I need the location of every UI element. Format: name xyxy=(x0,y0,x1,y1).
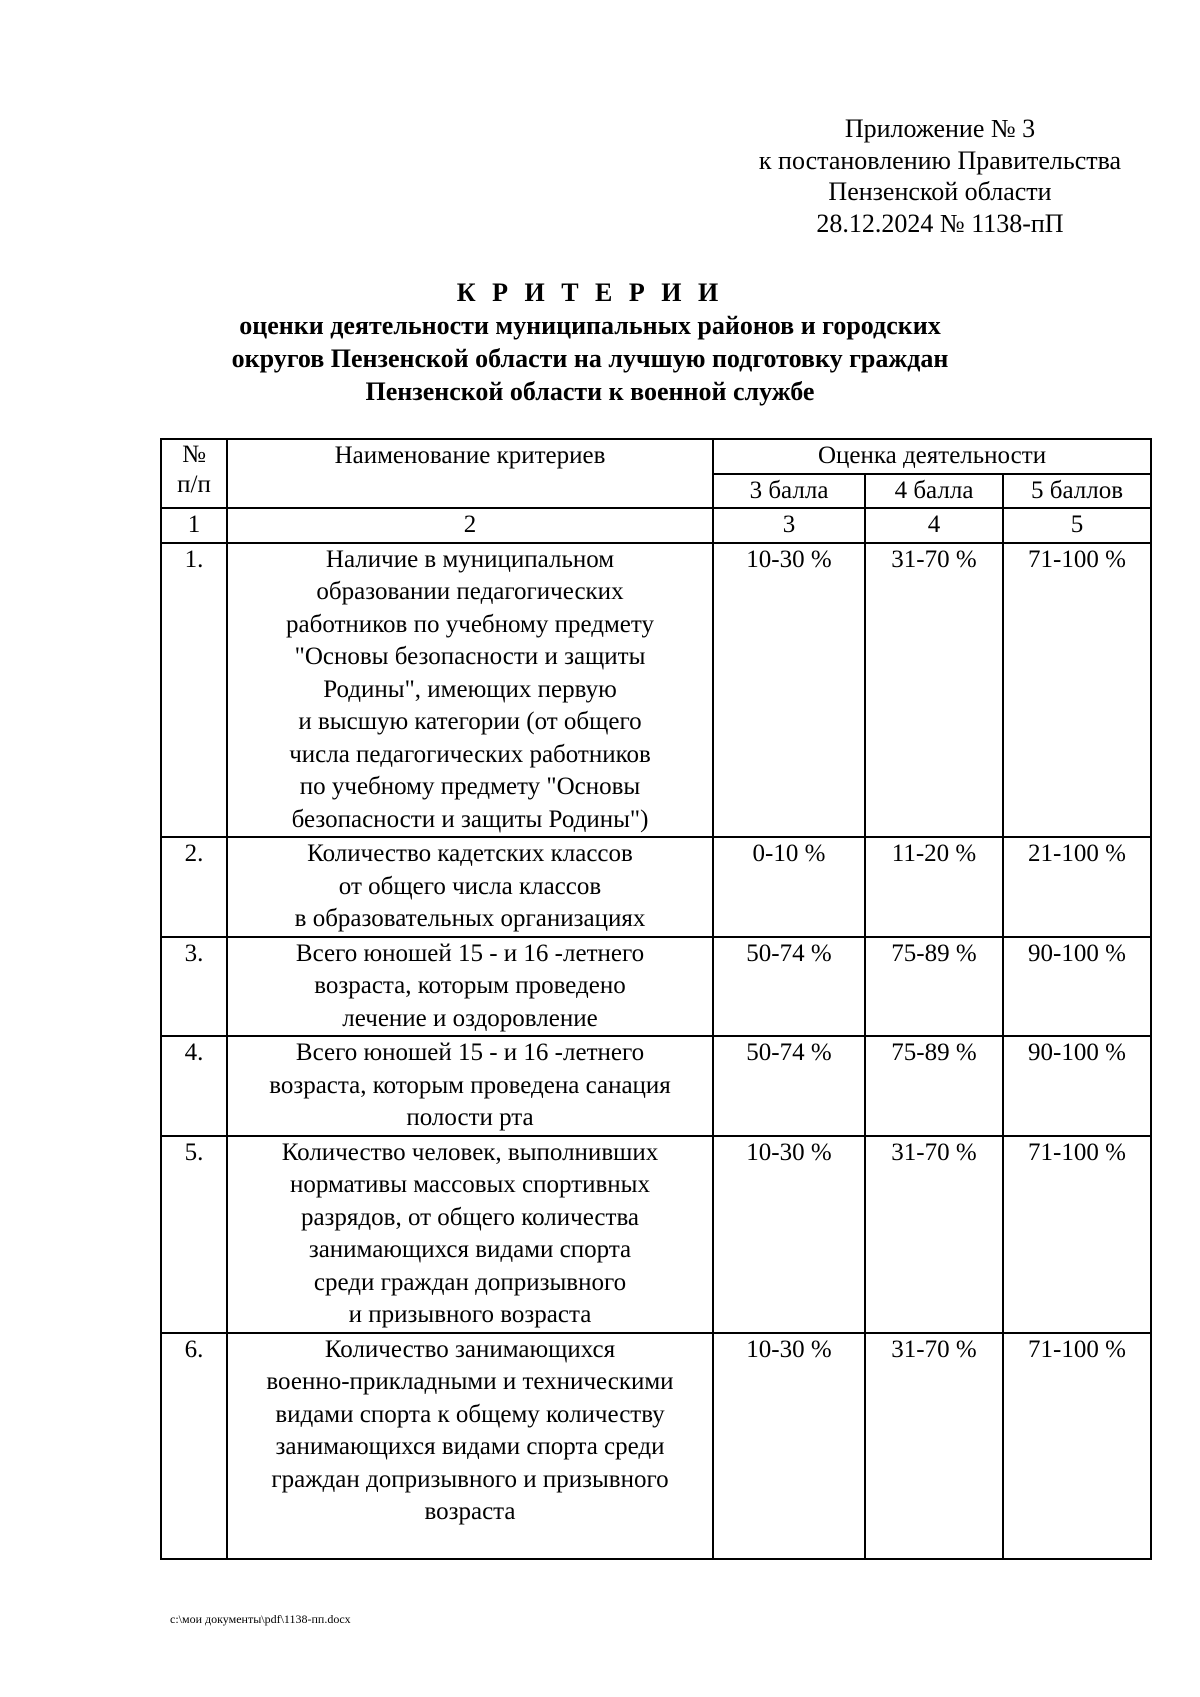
score5-value: 71-100 % xyxy=(1003,1136,1151,1333)
table-row xyxy=(161,1036,1151,1136)
score5-value: 71-100 % xyxy=(1003,1333,1151,1559)
header-score3: 3 балла xyxy=(713,474,865,509)
header-evaluation-cell: Оценка деятельности xyxy=(713,439,1151,474)
criterion-line: видами спорта к общему количеству xyxy=(275,1400,665,1428)
criterion-line: разрядов, от общего количества xyxy=(300,1203,640,1231)
criterion-line: и призывного возраста xyxy=(348,1301,592,1328)
criterion-line: по учебному предмету "Основы xyxy=(299,773,641,800)
document-title xyxy=(160,276,1020,408)
score4-value: 75-89 % xyxy=(865,1036,1003,1136)
column-number: 3 xyxy=(713,508,865,543)
table-row xyxy=(161,543,1151,838)
header-num-abbr: п/п xyxy=(177,471,211,498)
score3-value: 10-30 % xyxy=(713,1136,865,1333)
criterion-line: полости рта xyxy=(406,1104,534,1131)
criterion-line: Количество человек, выполнивших xyxy=(281,1138,659,1166)
header-score4: 4 балла xyxy=(865,474,1003,509)
criterion-line: от общего числа классов xyxy=(338,872,602,900)
criterion-line: занимающихся видами спорта xyxy=(308,1236,632,1263)
table-row xyxy=(161,1136,1151,1333)
criterion-line: Всего юношей 15 - и 16 -летнего xyxy=(295,939,645,967)
row-number: 1. xyxy=(161,543,227,838)
criterion-line: Наличие в муниципальном xyxy=(325,545,615,573)
criterion-name xyxy=(227,937,713,1037)
score3-value: 10-30 % xyxy=(713,543,865,838)
criterion-line: возраста, которым проведено xyxy=(314,972,626,999)
title-line: Пензенской области к военной службе xyxy=(365,377,815,406)
appendix-line: к постановлению Правительства xyxy=(758,145,1122,175)
table-row xyxy=(161,937,1151,1037)
criterion-name xyxy=(227,1036,713,1136)
criterion-line: и высшую категории (от общего xyxy=(298,708,642,735)
title-line: оценки деятельности муниципальных районов и городских xyxy=(239,311,941,340)
criterion-name xyxy=(227,1333,713,1559)
criterion-line: в образовательных организациях xyxy=(294,905,646,932)
criterion-line: нормативы массовых спортивных xyxy=(290,1171,650,1198)
score3-value: 10-30 % xyxy=(713,1333,865,1559)
criterion-line: среди граждан допризывного xyxy=(313,1268,627,1296)
title-line: округов Пензенской области на лучшую подготовку граждан xyxy=(231,344,949,373)
column-number: 1 xyxy=(161,508,227,543)
score5-value: 21-100 % xyxy=(1003,837,1151,937)
appendix-line: 28.12.2024 № 1138-пП xyxy=(816,208,1064,238)
criterion-line: "Основы безопасности и защиты xyxy=(294,643,646,670)
criterion-line: Всего юношей 15 - и 16 -летнего xyxy=(295,1039,645,1066)
score4-value: 31-70 % xyxy=(865,1136,1003,1333)
table-row xyxy=(161,1333,1151,1559)
header-num-symbol: № xyxy=(182,441,206,468)
score4-value: 31-70 % xyxy=(865,543,1003,838)
row-number: 2. xyxy=(161,837,227,937)
column-number: 2 xyxy=(227,508,713,543)
criteria-table xyxy=(160,438,1152,1560)
score5-value: 90-100 % xyxy=(1003,937,1151,1037)
criterion-line: лечение и оздоровление xyxy=(342,1004,598,1032)
criterion-line: безопасности и защиты Родины") xyxy=(291,805,649,833)
appendix-line: Пензенской области xyxy=(828,177,1052,206)
row-number: 4. xyxy=(161,1036,227,1136)
criterion-line: возраста, которым проведена санация xyxy=(269,1071,671,1099)
row-number: 3. xyxy=(161,937,227,1037)
header-num-cell xyxy=(161,439,227,508)
criterion-line: работников по учебному предмету xyxy=(286,610,654,638)
column-number: 5 xyxy=(1003,508,1151,543)
score4-value: 75-89 % xyxy=(865,937,1003,1037)
column-number: 4 xyxy=(865,508,1003,543)
criterion-line: граждан допризывного и призывного xyxy=(271,1465,669,1493)
criterion-line: возраста xyxy=(424,1498,516,1525)
criterion-line: Количество кадетских классов xyxy=(307,840,633,867)
score3-value: 50-74 % xyxy=(713,937,865,1037)
criteria-table-body xyxy=(161,439,1151,1559)
file-path-footer: c:\мои документы\pdf\1138-пп.docx xyxy=(170,1612,351,1626)
criterion-line: занимающихся видами спорта среди xyxy=(275,1433,665,1460)
criterion-name xyxy=(227,1136,713,1333)
row-number: 5. xyxy=(161,1136,227,1333)
criterion-line: военно-прикладными и техническими xyxy=(266,1368,674,1395)
row-number: 6. xyxy=(161,1333,227,1559)
criterion-line: числа педагогических работников xyxy=(289,740,651,768)
table-row xyxy=(161,837,1151,937)
header-row xyxy=(161,439,1151,474)
score4-value: 31-70 % xyxy=(865,1333,1003,1559)
score4-value: 11-20 % xyxy=(865,837,1003,937)
score3-value: 50-74 % xyxy=(713,1036,865,1136)
column-number-row xyxy=(161,508,1151,543)
appendix-line: Приложение № 3 xyxy=(844,114,1036,143)
appendix-block xyxy=(720,113,1160,239)
criterion-name xyxy=(227,543,713,838)
header-name-cell: Наименование критериев xyxy=(227,439,713,508)
criterion-name xyxy=(227,837,713,937)
score5-value: 71-100 % xyxy=(1003,543,1151,838)
score5-value: 90-100 % xyxy=(1003,1036,1151,1136)
criterion-line: образовании педагогических xyxy=(316,578,624,605)
criterion-line: Количество занимающихся xyxy=(324,1335,616,1363)
criterion-line: Родины", имеющих первую xyxy=(323,675,617,703)
title-heading: К Р И Т Е Р И И xyxy=(456,278,724,307)
header-score5: 5 баллов xyxy=(1003,474,1151,509)
score3-value: 0-10 % xyxy=(713,837,865,937)
